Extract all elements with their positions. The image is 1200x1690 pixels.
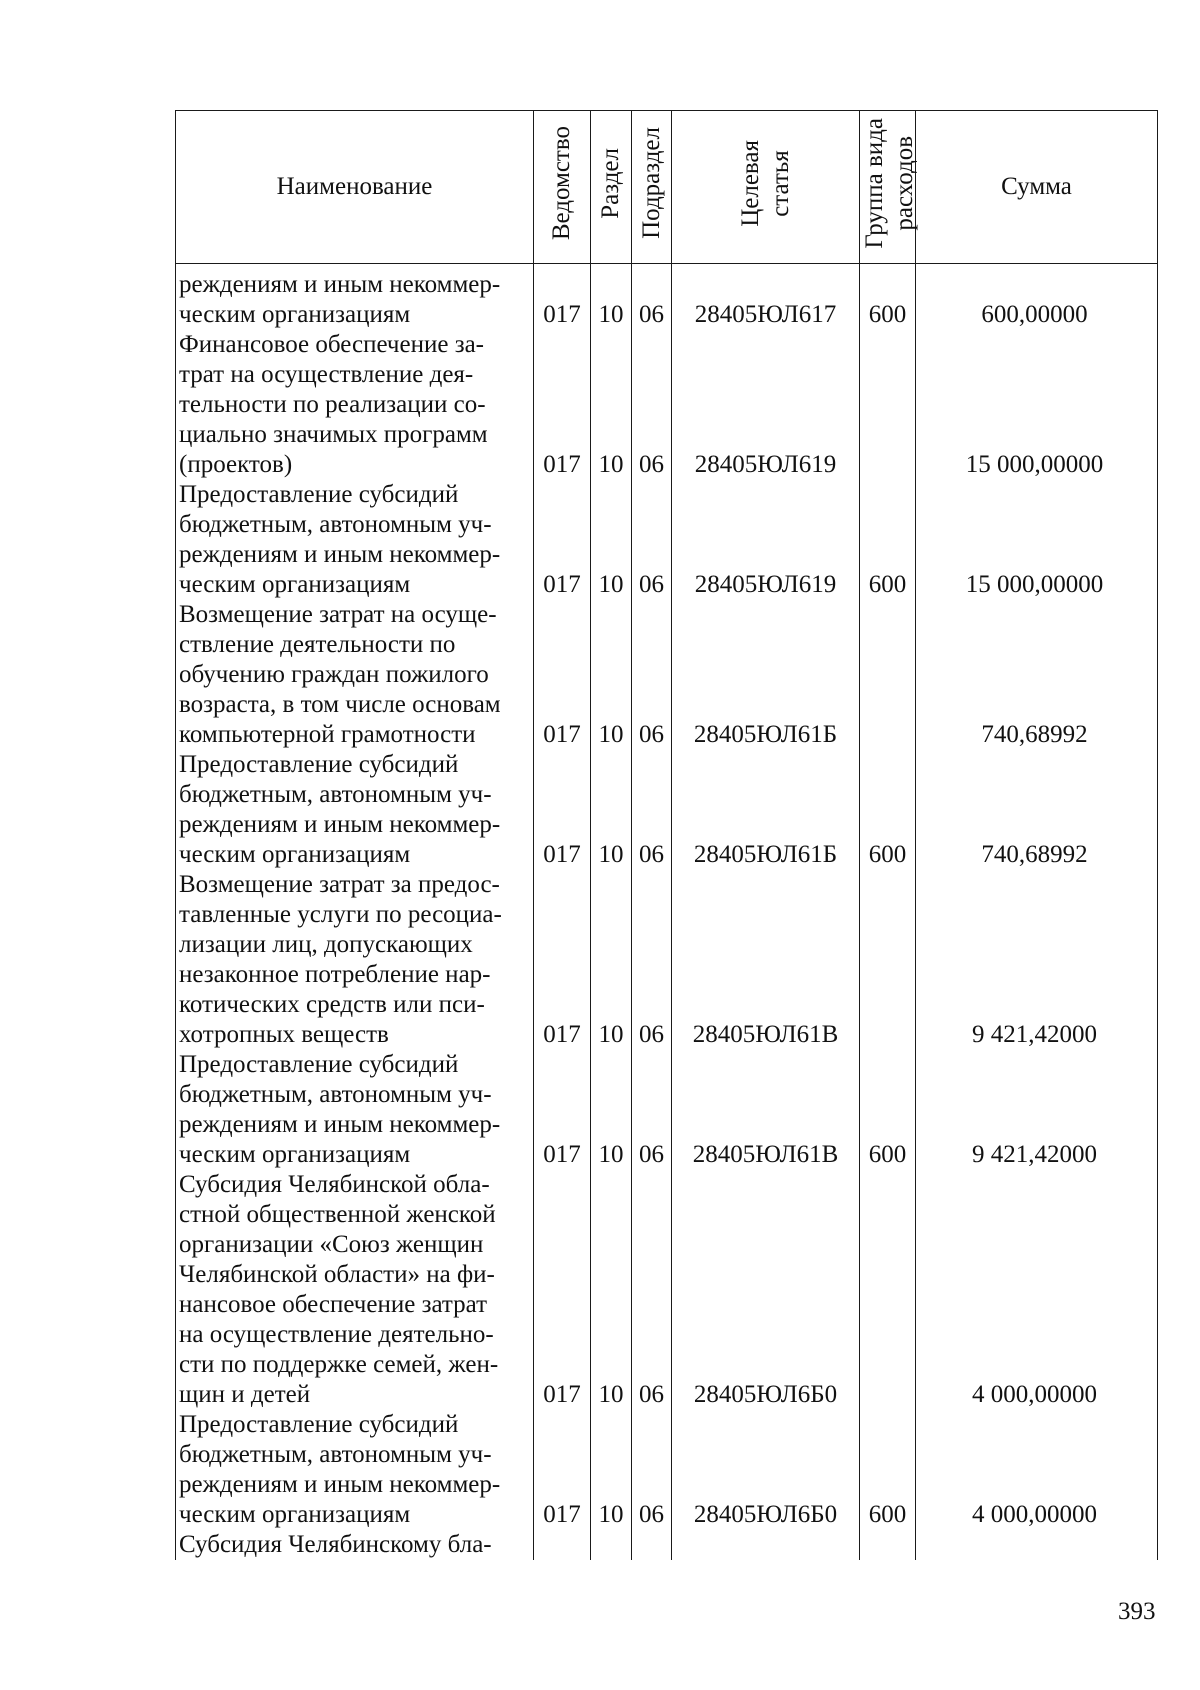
amount-cell: 4 000,00000 <box>916 1410 1158 1530</box>
section-cell: 10 <box>591 480 632 600</box>
subsection-cell: 06 <box>632 1050 672 1170</box>
target-cell: 28405ЮЛ619 <box>672 330 860 480</box>
header-expense-label <box>860 118 920 249</box>
dept-cell: 017 <box>534 1170 591 1410</box>
table-row <box>176 264 1158 331</box>
section-cell: 10 <box>591 750 632 870</box>
dept-cell <box>534 1530 591 1560</box>
section-cell: 10 <box>591 1050 632 1170</box>
amount-cell: 4 000,00000 <box>916 1170 1158 1410</box>
dept-cell: 017 <box>534 750 591 870</box>
name-cell: Возмещение затрат на осуще- ствление деятельности по обучению граждан пожилого возраста, в том числе основам компьютерной грамотности <box>176 600 534 750</box>
header-expense-line2: расходов <box>891 135 918 231</box>
dept-cell: 017 <box>534 600 591 750</box>
subsection-cell: 06 <box>632 264 672 331</box>
name-cell: реждениям и иным некоммер- ческим организациям <box>176 264 534 331</box>
name-cell: Предоставление субсидий бюджетным, автономным уч- реждениям и иным некоммер- ческим организациям <box>176 1050 534 1170</box>
name-cell: Финансовое обеспечение за- трат на осуществление дея- тельности по реализации со- циально значимых программ (проектов) <box>176 330 534 480</box>
header-target <box>672 111 860 264</box>
amount-cell: 740,68992 <box>916 600 1158 750</box>
expense-group-cell <box>860 1530 916 1560</box>
target-cell: 28405ЮЛ619 <box>672 480 860 600</box>
table-row <box>176 870 1158 1050</box>
table-row <box>176 1410 1158 1530</box>
target-cell: 28405ЮЛ61Б <box>672 750 860 870</box>
name-cell: Предоставление субсидий бюджетным, автономным уч- реждениям и иным некоммер- ческим организациям <box>176 1410 534 1530</box>
name-cell: Предоставление субсидий бюджетным, автономным уч- реждениям и иным некоммер- ческим организациям <box>176 750 534 870</box>
header-dept-label: Ведомство <box>548 125 575 241</box>
target-cell: 28405ЮЛ617 <box>672 264 860 331</box>
table-row <box>176 1050 1158 1170</box>
header-expense-line1: Группа вида <box>861 117 888 249</box>
expense-group-cell: 600 <box>860 480 916 600</box>
table-row <box>176 1170 1158 1410</box>
target-cell: 28405ЮЛ61Б <box>672 600 860 750</box>
dept-cell: 017 <box>534 264 591 331</box>
expense-group-cell: 600 <box>860 1410 916 1530</box>
amount-cell <box>916 1530 1158 1560</box>
table-row <box>176 330 1158 480</box>
table-header-row <box>176 111 1158 264</box>
amount-cell: 15 000,00000 <box>916 480 1158 600</box>
expense-group-cell <box>860 330 916 480</box>
amount-cell: 740,68992 <box>916 750 1158 870</box>
header-name: Наименование <box>176 111 534 264</box>
section-cell <box>591 1530 632 1560</box>
section-cell: 10 <box>591 330 632 480</box>
header-section <box>591 111 632 264</box>
expense-group-cell: 600 <box>860 264 916 331</box>
section-cell: 10 <box>591 600 632 750</box>
target-cell: 28405ЮЛ6Б0 <box>672 1410 860 1530</box>
target-cell: 28405ЮЛ61В <box>672 870 860 1050</box>
subsection-cell: 06 <box>632 750 672 870</box>
dept-cell: 017 <box>534 330 591 480</box>
dept-cell: 017 <box>534 1410 591 1530</box>
header-dept <box>534 111 591 264</box>
table-row <box>176 600 1158 750</box>
name-cell: Субсидия Челябинскому бла- <box>176 1530 534 1560</box>
subsection-cell: 06 <box>632 480 672 600</box>
header-target-line1: Целевая <box>736 139 764 227</box>
header-amount: Сумма <box>916 111 1158 264</box>
header-subsection-label: Подраздел <box>637 127 665 239</box>
table-row <box>176 480 1158 600</box>
expense-group-cell: 600 <box>860 750 916 870</box>
header-target-label <box>736 140 796 227</box>
expense-group-cell <box>860 870 916 1050</box>
target-cell: 28405ЮЛ6Б0 <box>672 1170 860 1410</box>
table-body <box>176 264 1158 1561</box>
dept-cell: 017 <box>534 480 591 600</box>
header-subsection <box>632 111 672 264</box>
header-section-label: Раздел <box>597 147 624 219</box>
header-target-line2: статья <box>766 149 794 217</box>
target-cell: 28405ЮЛ61В <box>672 1050 860 1170</box>
section-cell: 10 <box>591 264 632 331</box>
section-cell: 10 <box>591 1170 632 1410</box>
amount-cell: 15 000,00000 <box>916 330 1158 480</box>
subsection-cell: 06 <box>632 600 672 750</box>
expense-group-cell <box>860 600 916 750</box>
table-row <box>176 750 1158 870</box>
header-expense-group <box>860 111 916 264</box>
section-cell: 10 <box>591 1410 632 1530</box>
name-cell: Возмещение затрат за предос- тавленные услуги по ресоциа- лизации лиц, допускающих незаконное потребление нар- котических средств или пси- хотропных веществ <box>176 870 534 1050</box>
section-cell: 10 <box>591 870 632 1050</box>
subsection-cell: 06 <box>632 330 672 480</box>
amount-cell: 9 421,42000 <box>916 870 1158 1050</box>
subsection-cell: 06 <box>632 1170 672 1410</box>
subsection-cell <box>632 1530 672 1560</box>
target-cell <box>672 1530 860 1560</box>
subsection-cell: 06 <box>632 870 672 1050</box>
page-number: 393 <box>1118 1598 1156 1625</box>
expense-group-cell: 600 <box>860 1050 916 1170</box>
name-cell: Субсидия Челябинской обла- стной общественной женской организации «Союз женщин Челябинской области» на фи- нансовое обеспечение затрат на осуществление деятельно- сти по поддержке семей, жен- щин и детей <box>176 1170 534 1410</box>
budget-table <box>175 110 1158 1560</box>
dept-cell: 017 <box>534 1050 591 1170</box>
table-row <box>176 1530 1158 1560</box>
dept-cell: 017 <box>534 870 591 1050</box>
expense-group-cell <box>860 1170 916 1410</box>
amount-cell: 600,00000 <box>916 264 1158 331</box>
name-cell: Предоставление субсидий бюджетным, автономным уч- реждениям и иным некоммер- ческим организациям <box>176 480 534 600</box>
amount-cell: 9 421,42000 <box>916 1050 1158 1170</box>
subsection-cell: 06 <box>632 1410 672 1530</box>
